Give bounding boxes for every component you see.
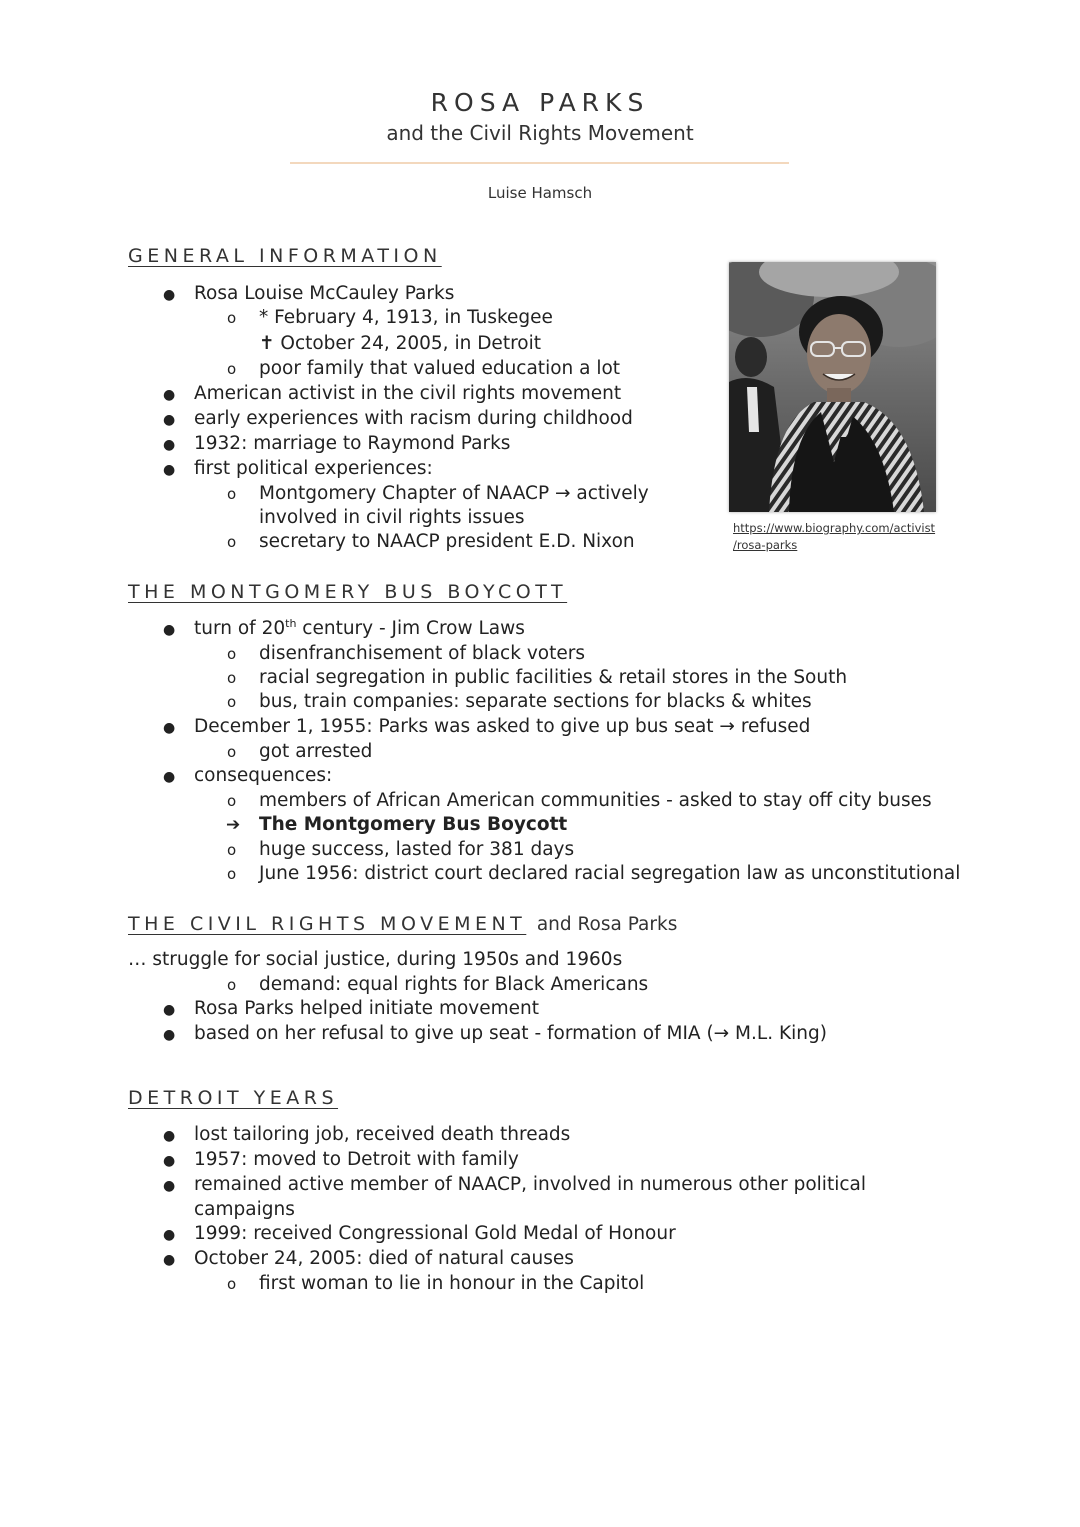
photo-source-line-2[interactable]: /rosa-parks [733,538,798,552]
section-heading-detroit [128,1087,338,1109]
section-heading-boycott-text: THE MONTGOMERY BUS BOYCOTT [128,581,568,603]
jim-crow-suffix: century - Jim Crow Laws [296,618,525,639]
bullet-dot: ● [163,720,176,736]
sub-bullet-circle: o [227,485,237,503]
sub-bullet-circle: o [227,865,237,883]
list-item: secretary to NAACP president E.D. Nixon [259,531,635,552]
bullet-dot: ● [163,1178,176,1194]
photo-source-line-1[interactable]: https://www.biography.com/activist [733,521,936,535]
list-item: involved in civil rights issues [259,507,525,528]
sub-bullet-circle: o [227,669,237,687]
list-item: 1957: moved to Detroit with family [194,1149,519,1170]
list-item: ✝ October 24, 2005, in Detroit [259,333,541,354]
list-item: huge success, lasted for 381 days [259,839,575,860]
list-item: bus, train companies: separate sections for blacks & whites [259,691,812,712]
list-item: The Montgomery Bus Boycott [259,814,568,835]
bullet-dot: ● [163,1128,176,1144]
sub-bullet-circle: o [227,976,237,994]
list-item: * February 4, 1913, in Tuskegee [259,307,553,328]
bullet-dot: ● [163,437,176,453]
bullet-dot: ● [163,1002,176,1018]
list-item: racial segregation in public facilities & retail stores in the South [259,667,848,688]
bullet-dot: ● [163,1227,176,1243]
document-subtitle: and the Civil Rights Movement [386,121,694,145]
sub-bullet-circle: o [227,360,237,378]
list-item: poor family that valued education a lot [259,358,621,379]
section-heading-general-text: GENERAL INFORMATION [128,245,442,267]
title-divider [290,162,789,164]
section-heading-civil-rights [128,913,677,935]
list-item: Rosa Parks helped initiate movement [194,998,539,1019]
list-item: Montgomery Chapter of NAACP → actively [259,483,649,504]
list-item: campaigns [194,1199,295,1220]
list-item: American activist in the civil rights movement [194,383,622,404]
section-heading-civil-rights-text: THE CIVIL RIGHTS MOVEMENT [128,913,527,935]
bullet-dot: ● [163,387,176,403]
bullet-dot: ● [163,769,176,785]
section-heading-detroit-text: DETROIT YEARS [128,1087,339,1109]
section-heading-civil-rights-rest: and Rosa Parks [536,914,678,935]
list-item: early experiences with racism during childhood [194,408,633,429]
list-item: got arrested [259,741,373,762]
list-item: consequences: [194,765,333,786]
sub-bullet-circle: o [227,743,237,761]
portrait-image [729,262,936,512]
list-item: demand: equal rights for Black Americans [259,974,649,995]
list-item: disenfranchisement of black voters [259,643,585,664]
list-item: 1999: received Congressional Gold Medal of Honour [194,1223,676,1244]
arrow-icon: ➔ [226,815,241,835]
section-heading-boycott [128,581,567,603]
jim-crow-sup: th [285,616,297,630]
list-item: October 24, 2005: died of natural causes [194,1248,574,1269]
list-item: remained active member of NAACP, involved in numerous other political [194,1174,866,1195]
sub-bullet-circle: o [227,792,237,810]
list-item: December 1, 1955: Parks was asked to give up bus seat → refused [194,716,811,737]
author-name: Luise Hamsch [487,184,593,202]
sub-bullet-circle: o [227,533,237,551]
sub-bullet-circle: o [227,1275,237,1293]
document-title: ROSA PARKS [430,88,650,117]
list-item: first woman to lie in honour in the Capitol [259,1273,645,1294]
jim-crow-prefix: turn of 20 [194,618,286,639]
bullet-dot: ● [163,1027,176,1043]
list-item: members of African American communities - asked to stay off city buses [259,790,932,811]
list-item: June 1956: district court declared racial segregation law as unconstitutional [259,863,961,884]
bullet-dot: ● [163,287,176,303]
sub-bullet-circle: o [227,693,237,711]
list-item: first political experiences: [194,458,433,479]
sub-bullet-circle: o [227,645,237,663]
list-item [194,617,525,641]
list-item: 1932: marriage to Raymond Parks [194,433,511,454]
sub-bullet-circle: o [227,309,237,327]
bullet-dot: ● [163,412,176,428]
bullet-dot: ● [163,462,176,478]
bullet-dot: ● [163,622,176,638]
list-item: … struggle for social justice, during 1950s and 1960s [128,949,623,970]
bullet-dot: ● [163,1153,176,1169]
rosa-parks-photo [729,262,936,512]
photo-source-link[interactable] [733,520,935,554]
sub-bullet-circle: o [227,841,237,859]
bullet-dot: ● [163,1252,176,1268]
list-item: lost tailoring job, received death threads [194,1124,571,1145]
section-heading-general [128,245,442,267]
list-item: Rosa Louise McCauley Parks [194,283,455,304]
list-item: based on her refusal to give up seat - formation of MIA (→ M.L. King) [194,1023,827,1044]
